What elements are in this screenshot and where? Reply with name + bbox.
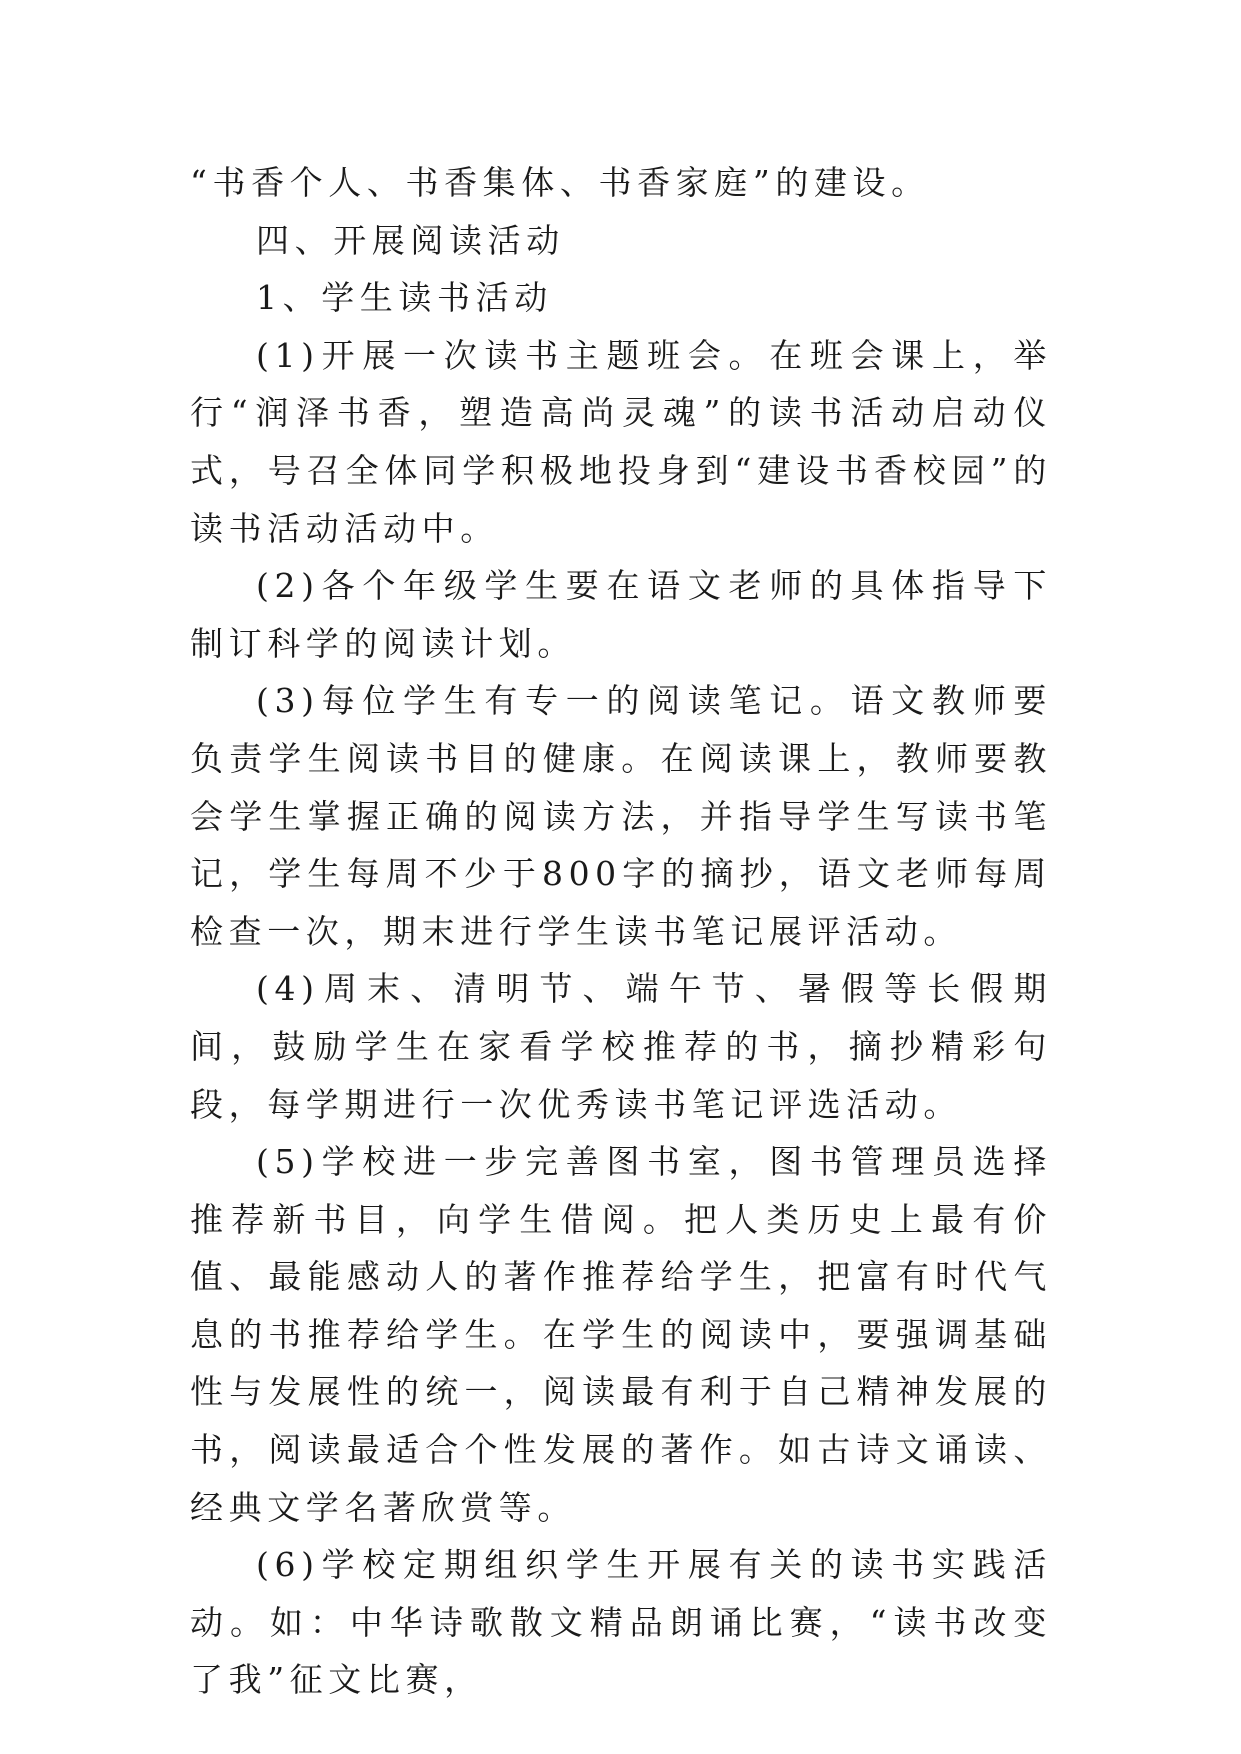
paragraph-item-3: (3)每位学生有专一的阅读笔记。语文教师要负责学生阅读书目的健康。在阅读课上，教师要教会学生掌握正确的阅读方法，并指导学生写读书笔记，学生每周不少于800字的摘抄，语文老师每周检查一次，期末进行学生读书笔记展评活动。 <box>190 681 1052 951</box>
paragraph-continuation: “书香个人、书香集体、书香家庭”的建设。 <box>190 163 930 202</box>
paragraph-item-1: (1)开展一次读书主题班会。在班会课上，举行“润泽书香，塑造高尚灵魂”的读书活动启动仪式，号召全体同学积极地投身到“建设书香校园”的读书活动活动中。 <box>190 335 1052 548</box>
paragraph-item-4: (4)周末、清明节、端午节、暑假等长假期间，鼓励学生在家看学校推荐的书，摘抄精彩句段，每学期进行一次优秀读书笔记评选活动。 <box>190 969 1052 1124</box>
paragraph-item-6: (6)学校定期组织学生开展有关的读书实践活动。如：中华诗歌散文精品朗诵比赛，“读书改变了我”征文比赛， <box>190 1545 1052 1700</box>
paragraph-item-5: (5)学校进一步完善图书室，图书管理员选择推荐新书目，向学生借阅。把人类历史上最有价值、最能感动人的著作推荐给学生，把富有时代气息的书推荐给学生。在学生的阅读中，要强调基础性与发展性的统一，阅读最有利于自己精神发展的书，阅读最适合个性发展的著作。如古诗文诵读、经典文学名著欣赏等。 <box>190 1142 1052 1527</box>
section-heading-activities: 四、开展阅读活动 <box>256 220 565 260</box>
subsection-heading-student-reading: 1、学生读书活动 <box>256 278 553 318</box>
document-body <box>190 154 1052 1709</box>
paragraph-item-2: (2)各个年级学生要在语文老师的具体指导下制订科学的阅读计划。 <box>190 566 1052 663</box>
